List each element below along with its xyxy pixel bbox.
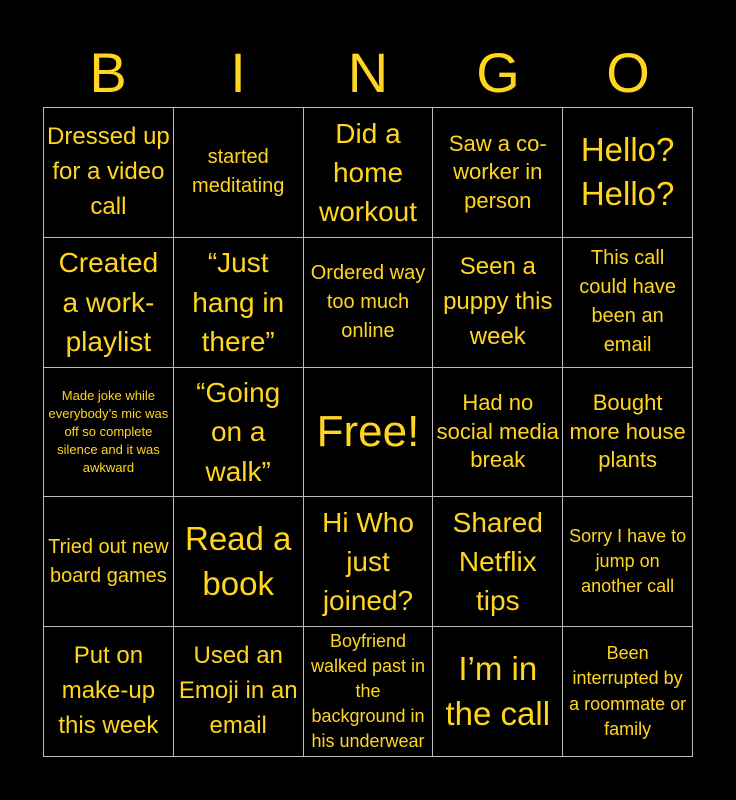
bingo-cell[interactable]	[174, 497, 304, 627]
cell-text: Sorry I have to jump on another call	[569, 526, 687, 597]
bingo-cell[interactable]	[433, 627, 563, 757]
bingo-header	[43, 38, 693, 108]
bingo-card-grid	[43, 107, 693, 757]
cell-text: Boyfriend walked past in the background in his underwear	[310, 630, 426, 752]
bingo-cell[interactable]	[44, 108, 174, 238]
bingo-cell[interactable]	[433, 108, 563, 238]
cell-text: Hello? Hello?	[580, 130, 675, 213]
cell-text: Had no social media break	[436, 390, 559, 473]
header-letter-o: O	[606, 41, 650, 104]
header-letter-i: I	[230, 41, 246, 104]
bingo-cell[interactable]	[563, 368, 693, 498]
bingo-cell[interactable]	[44, 368, 174, 498]
free-space-cell[interactable]	[304, 368, 434, 498]
bingo-cell[interactable]	[304, 238, 434, 368]
bingo-cell[interactable]	[433, 238, 563, 368]
cell-text: Read a book	[184, 520, 292, 602]
cell-text: Dressed up for a video call	[47, 123, 170, 220]
cell-text: “Just hang in there”	[192, 247, 285, 357]
bingo-cell[interactable]	[174, 238, 304, 368]
cell-text: Saw a co-worker in person	[448, 130, 547, 213]
bingo-cell[interactable]	[174, 108, 304, 238]
bingo-cell[interactable]	[433, 497, 563, 627]
cell-text: started meditating	[192, 146, 285, 198]
bingo-cell[interactable]	[44, 497, 174, 627]
cell-text: Seen a puppy this week	[443, 253, 553, 350]
cell-text: Been interrupted by a roommate or family	[569, 643, 687, 739]
header-letter-n: N	[347, 41, 389, 104]
bingo-cell[interactable]	[174, 368, 304, 498]
cell-text: Created a work-playlist	[58, 247, 159, 357]
bingo-cell[interactable]	[44, 627, 174, 757]
bingo-cell[interactable]	[304, 497, 434, 627]
bingo-cell[interactable]	[174, 627, 304, 757]
cell-text: This call could have been an email	[579, 247, 676, 357]
bingo-cell[interactable]	[563, 238, 693, 368]
cell-text: Put on make-up this week	[58, 642, 159, 739]
cell-text: Did a home workout	[318, 117, 418, 227]
cell-text: I’m in the call	[445, 650, 551, 732]
header-letter-b: B	[89, 41, 127, 104]
cell-text: Ordered way too much online	[310, 261, 426, 342]
bingo-cell[interactable]	[563, 627, 693, 757]
bingo-cell[interactable]	[433, 368, 563, 498]
bingo-cell[interactable]	[44, 238, 174, 368]
cell-text: Tried out new board games	[48, 535, 169, 587]
bingo-cell[interactable]	[563, 497, 693, 627]
cell-text: Free!	[316, 406, 420, 456]
cell-text: Bought more house plants	[569, 390, 686, 473]
bingo-cell[interactable]	[304, 627, 434, 757]
cell-text: Shared Netflix tips	[452, 507, 543, 617]
header-letter-g: G	[476, 41, 520, 104]
cell-text: “Going on a walk”	[196, 377, 281, 487]
cell-text: Made joke while everybody’s mic was off so complete silence and it was awkward	[48, 387, 169, 476]
bingo-cell[interactable]	[304, 108, 434, 238]
cell-text: Hi Who just joined?	[322, 507, 414, 617]
cell-text: Used an Emoji in an email	[178, 642, 298, 739]
bingo-cell[interactable]	[563, 108, 693, 238]
